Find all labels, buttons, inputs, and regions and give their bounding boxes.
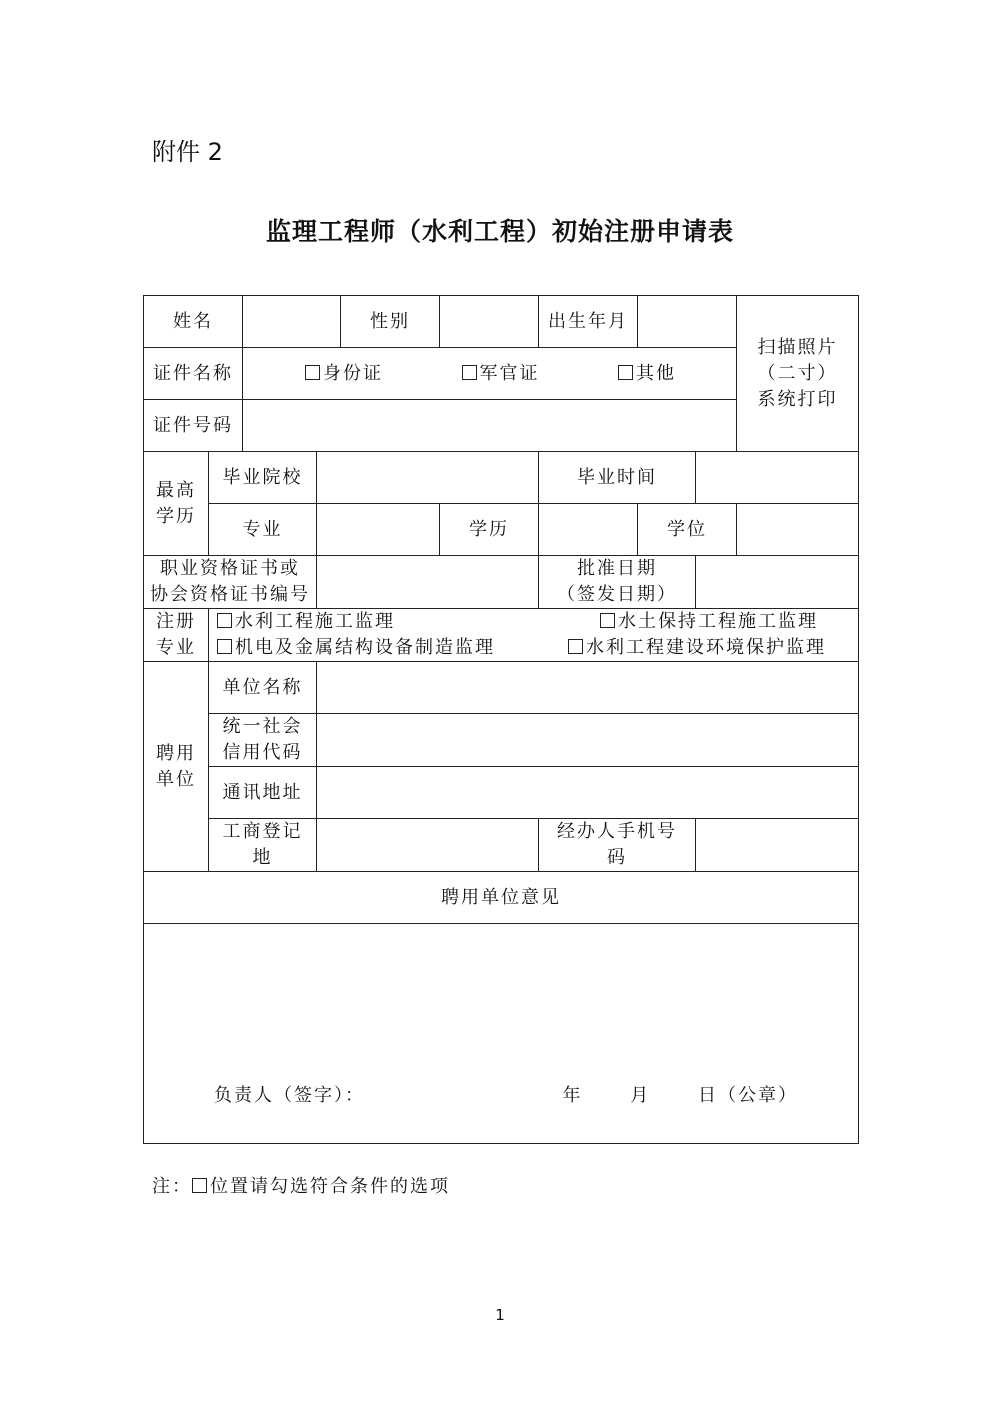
registration-form-table: [143, 295, 859, 1144]
business-reg-line-2: 地: [252, 847, 273, 868]
photo-line-2: （二寸）: [757, 362, 838, 384]
address-field[interactable]: [317, 767, 859, 819]
reg-option-label: 水利工程施工监理: [235, 611, 395, 632]
edu-group-line-1: 最高: [156, 479, 196, 501]
address-label: 通讯地址: [209, 767, 317, 819]
checkbox-icon[interactable]: [305, 365, 320, 380]
date-month-label: 月: [630, 1084, 651, 1106]
checkbox-icon[interactable]: [462, 365, 477, 380]
page-number: 1: [495, 1306, 505, 1324]
school-label: 毕业院校: [209, 452, 317, 504]
reg-option-equipment[interactable]: [217, 635, 495, 661]
degree-edu-label: 学历: [440, 504, 539, 556]
approve-date-label: [539, 556, 696, 609]
degree-label: 学位: [638, 504, 737, 556]
reg-major-options: [209, 609, 859, 662]
note-prefix: 注：: [152, 1176, 192, 1197]
birth-field[interactable]: [638, 296, 737, 348]
birth-label: 出生年月: [539, 296, 638, 348]
handler-phone-label: [539, 819, 696, 872]
checkbox-icon[interactable]: [568, 639, 583, 654]
cert-label-line-2: 协会资格证书编号: [150, 584, 310, 605]
edu-group-label: [144, 452, 209, 556]
employer-name-field[interactable]: [317, 662, 859, 714]
gender-label: 性别: [341, 296, 440, 348]
reg-option-environment[interactable]: [568, 635, 826, 661]
reg-major-label: [144, 609, 209, 662]
major-field[interactable]: [317, 504, 440, 556]
date-stamp: [523, 1083, 798, 1109]
id-type-option-label: 其他: [636, 362, 676, 384]
date-day-label: 日（公章）: [698, 1084, 798, 1106]
business-reg-label: [209, 819, 317, 872]
grad-time-field[interactable]: [696, 452, 859, 504]
id-type-option-label: 军官证: [479, 362, 540, 384]
reg-option-label: 水土保持工程施工监理: [618, 611, 818, 632]
checkbox-icon: [192, 1178, 207, 1193]
reg-option-label: 机电及金属结构设备制造监理: [235, 637, 495, 658]
edu-group-line-2: 学历: [156, 505, 196, 527]
employer-name-label: 单位名称: [209, 662, 317, 714]
id-type-option-officer[interactable]: [462, 361, 540, 387]
reg-option-construction[interactable]: [217, 609, 395, 635]
id-number-field[interactable]: [243, 400, 737, 452]
handler-phone-line-2: 码: [607, 847, 627, 868]
opinion-area[interactable]: [144, 924, 859, 1144]
signer-label: 负责人（签字）：: [214, 1084, 365, 1106]
form-title: 监理工程师（水利工程）初始注册申请表: [265, 217, 734, 246]
employer-group-line-2: 单位: [156, 768, 196, 790]
grad-time-label: 毕业时间: [539, 452, 696, 504]
id-type-option-label: 身份证: [323, 362, 383, 384]
note-text: 位置请勾选符合条件的选项: [210, 1176, 450, 1197]
date-year-label: 年: [562, 1084, 583, 1106]
checkbox-icon[interactable]: [618, 365, 633, 380]
business-reg-line-1: 工商登记: [222, 821, 303, 842]
credit-code-label: [209, 714, 317, 767]
approve-label-line-2: （签发日期）: [557, 584, 677, 605]
photo-area: [737, 296, 859, 452]
approve-date-field[interactable]: [696, 556, 859, 609]
checkbox-icon[interactable]: [217, 639, 232, 654]
cert-number-field[interactable]: [317, 556, 539, 609]
approve-label-line-1: 批准日期: [577, 558, 657, 579]
opinion-header: 聘用单位意见: [144, 872, 859, 924]
employer-group-line-1: 聘用: [156, 742, 196, 764]
credit-code-line-1: 统一社会: [222, 716, 303, 737]
major-label: 专业: [209, 504, 317, 556]
id-number-label: 证件号码: [144, 400, 243, 452]
reg-label-line-1: 注册: [156, 611, 196, 632]
handler-phone-field[interactable]: [696, 819, 859, 872]
reg-label-line-2: 专业: [156, 637, 196, 658]
gender-field[interactable]: [440, 296, 539, 348]
credit-code-line-2: 信用代码: [222, 742, 303, 763]
name-label: 姓名: [144, 296, 243, 348]
cert-label: [144, 556, 317, 609]
employer-group-label: [144, 662, 209, 872]
school-field[interactable]: [317, 452, 539, 504]
reg-option-soil-conservation[interactable]: [600, 609, 818, 635]
credit-code-field[interactable]: [317, 714, 859, 767]
id-type-option-other[interactable]: [618, 361, 676, 387]
degree-field[interactable]: [737, 504, 859, 556]
photo-line-3: 系统打印: [757, 388, 838, 410]
id-type-options: [243, 348, 737, 400]
id-type-option-idcard[interactable]: [305, 361, 383, 387]
checkbox-icon[interactable]: [600, 613, 615, 628]
name-field[interactable]: [243, 296, 341, 348]
reg-option-label: 水利工程建设环境保护监理: [586, 637, 826, 658]
cert-label-line-1: 职业资格证书或: [160, 558, 300, 579]
photo-line-1: 扫描照片: [757, 336, 838, 358]
checkbox-icon[interactable]: [217, 613, 232, 628]
handler-phone-line-1: 经办人手机号: [557, 821, 677, 842]
footnote: [152, 1172, 450, 1198]
attachment-label: 附件 2: [152, 138, 223, 166]
business-reg-field[interactable]: [317, 819, 539, 872]
degree-edu-field[interactable]: [539, 504, 638, 556]
id-type-label: 证件名称: [144, 348, 243, 400]
